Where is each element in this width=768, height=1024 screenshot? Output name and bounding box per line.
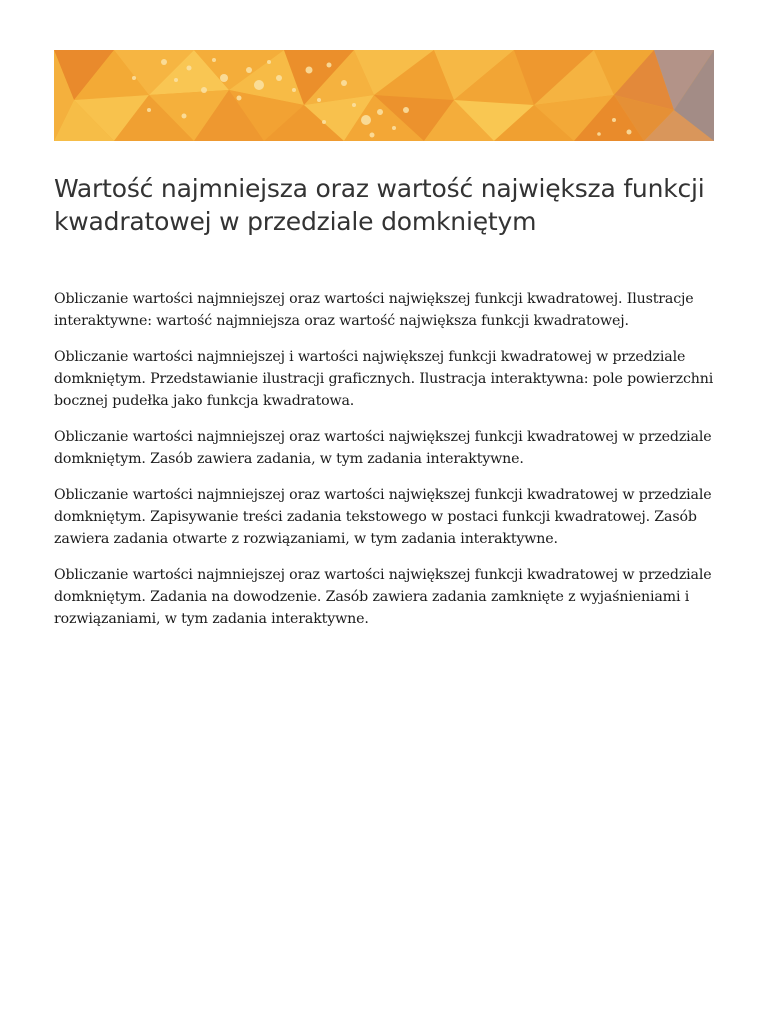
page-title: Wartość najmniejsza oraz wartość największa funkcji kwadratowej w przedziale domkniętym	[54, 174, 705, 236]
description-paragraph-4: Obliczanie wartości najmniejszej oraz wartości największej funkcji kwadratowej w przedziale domkniętym. Zapisywanie treści zadania tekstowego w postaci funkcji kwadratowej. Zasób zawiera zadania otwarte z rozwiązaniami, w tym zadania interaktywne.	[54, 487, 712, 547]
banner-decorative-pattern	[54, 50, 714, 141]
description-paragraph-2: Obliczanie wartości najmniejszej i wartości największej funkcji kwadratowej w przedziale domkniętym. Przedstawianie ilustracji graficznych. Ilustracja interaktywna: pole powierzchni bocznej pudełka jako funkcja kwadratowa.	[54, 349, 714, 409]
description-paragraph-3: Obliczanie wartości najmniejszej oraz wartości największej funkcji kwadratowej w przedziale domkniętym. Zasób zawiera zadania, w tym zadania interaktywne.	[54, 429, 712, 467]
description-paragraph-1: Obliczanie wartości najmniejszej oraz wartości największej funkcji kwadratowej. Ilustracje interaktywne: wartość najmniejsza oraz wartość największa funkcji kwadratowej.	[54, 291, 694, 329]
description-paragraph-5: Obliczanie wartości najmniejszej oraz wartości największej funkcji kwadratowej w przedziale domkniętym. Zadania na dowodzenie. Zasób zawiera zadania zamknięte z wyjaśnieniami i rozwiązaniami, w tym zadania interaktywne.	[54, 567, 712, 627]
header-banner	[54, 50, 714, 141]
description-list	[54, 288, 719, 644]
